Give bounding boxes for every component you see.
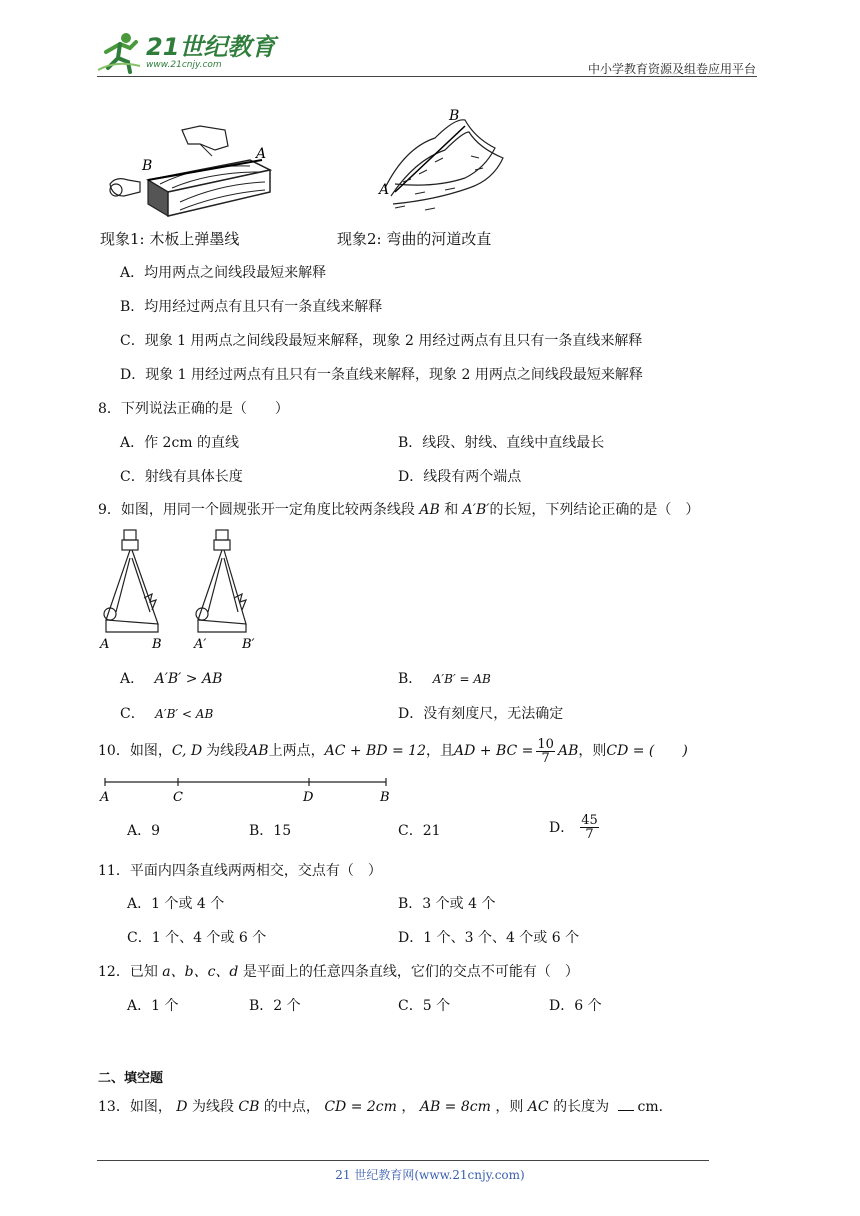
- segment-acdb-figure: [98, 776, 398, 806]
- footer-link[interactable]: 21 世纪教育网(www.21cnjy.com): [335, 1168, 525, 1182]
- platform-title: 中小学教育资源及组卷应用平台: [587, 62, 756, 76]
- fig2-label-b: B: [449, 108, 460, 124]
- phenomenon2-figure: [375, 108, 525, 218]
- header-divider: [97, 76, 757, 77]
- q11-option-b: B．3 个或 4 个: [398, 896, 496, 912]
- answer-blank[interactable]: [618, 1110, 634, 1111]
- svg-text:D: D: [303, 790, 314, 805]
- figure-caption-2: 现象2: 弯曲的河道改直: [337, 230, 492, 248]
- q8-option-b: B．线段、射线、直线中直线最长: [398, 435, 605, 451]
- q10-option-d: D． $\frac{45}{7}$: [549, 813, 598, 842]
- fig2-label-a: A: [379, 182, 390, 198]
- q7-option-c: C．现象 1 用两点之间线段最短来解释，现象 2 用经过两点有且只有一条直线来解释: [120, 333, 643, 349]
- q9-option-a: A． A′B′ > AB: [120, 671, 223, 687]
- q10-option-a: A．9: [127, 823, 161, 839]
- q13-stem: 13．如图， D 为线段 CB 的中点， CD = 2cm ， AB = 8cm ，则 AC 的长度为 cm．: [98, 1099, 673, 1115]
- svg-text:A: A: [100, 790, 110, 805]
- fig1-label-a: A: [256, 146, 267, 162]
- site-logo: [96, 30, 275, 74]
- q8-option-d: D．线段有两个端点: [398, 469, 522, 485]
- q12-option-d: D．6 个: [549, 998, 602, 1014]
- logo-url: www.21cnjy.com: [146, 59, 222, 70]
- q9-option-b: B． A′B′ = AB: [398, 671, 491, 687]
- q12-option-a: A．1 个: [127, 998, 179, 1014]
- q9-option-c: C． A′B′ < AB: [120, 706, 214, 722]
- q10-option-b: B．15: [249, 823, 292, 839]
- svg-text:A: A: [100, 637, 110, 652]
- figure-caption-1: 现象1: 木板上弹墨线: [100, 230, 240, 248]
- compass-figure: [98, 528, 268, 654]
- q12-option-c: C．5 个: [398, 998, 451, 1014]
- section-title: 二、填空题: [98, 1071, 164, 1086]
- logo-title: 21世纪教育: [146, 32, 276, 61]
- q12-stem: 12．已知 a、b、c、d 是平面上的任意四条直线，它们的交点不可能有（ ）: [98, 964, 579, 980]
- svg-text:C: C: [173, 790, 183, 805]
- q11-option-a: A．1 个或 4 个: [127, 896, 225, 912]
- q9-stem: 9．如图，用同一个圆规张开一定角度比较两条线段 AB 和 A′B′的长短，下列结论正确的是（ ）: [98, 502, 700, 518]
- q11-stem: 11．平面内四条直线两两相交，交点有（ ）: [98, 863, 382, 879]
- q7-option-d: D．现象 1 用经过两点有且只有一条直线来解释，现象 2 用两点之间线段最短来解释: [120, 367, 643, 383]
- q10-fraction: $\frac{10}{7}$: [537, 736, 554, 766]
- q9-option-d: D．没有刻度尺，无法确定: [398, 706, 564, 722]
- q11-option-d: D．1 个、3 个、4 个或 6 个: [398, 930, 580, 946]
- runner-logo-icon: [96, 30, 142, 74]
- fig1-label-b: B: [142, 158, 153, 174]
- svg-text:A′: A′: [194, 637, 207, 652]
- phenomenon1-figure: [100, 122, 290, 220]
- q12-option-b: B．2 个: [249, 998, 301, 1014]
- footer-divider: [97, 1160, 709, 1161]
- q7-option-a: A．均用两点之间线段最短来解释: [120, 265, 327, 281]
- q8-option-c: C．射线有具体长度: [120, 469, 243, 485]
- svg-text:B: B: [152, 637, 162, 652]
- q10-stem: 10．如图， C, D 为线段 AB 上两点， AC + BD = 12 ，且 AD + BC = $\frac{10}{7}$ AB ，则 CD = ( ): [98, 736, 688, 766]
- svg-text:B′: B′: [242, 637, 255, 652]
- q8-stem: 8．下列说法正确的是（ ）: [98, 401, 289, 417]
- q7-option-b: B．均用经过两点有且只有一条直线来解释: [120, 299, 383, 315]
- q10-option-c: C．21: [398, 823, 441, 839]
- q11-option-c: C．1 个、4 个或 6 个: [127, 930, 267, 946]
- q8-option-a: A．作 2cm 的直线: [120, 435, 240, 451]
- svg-text:B: B: [380, 790, 390, 805]
